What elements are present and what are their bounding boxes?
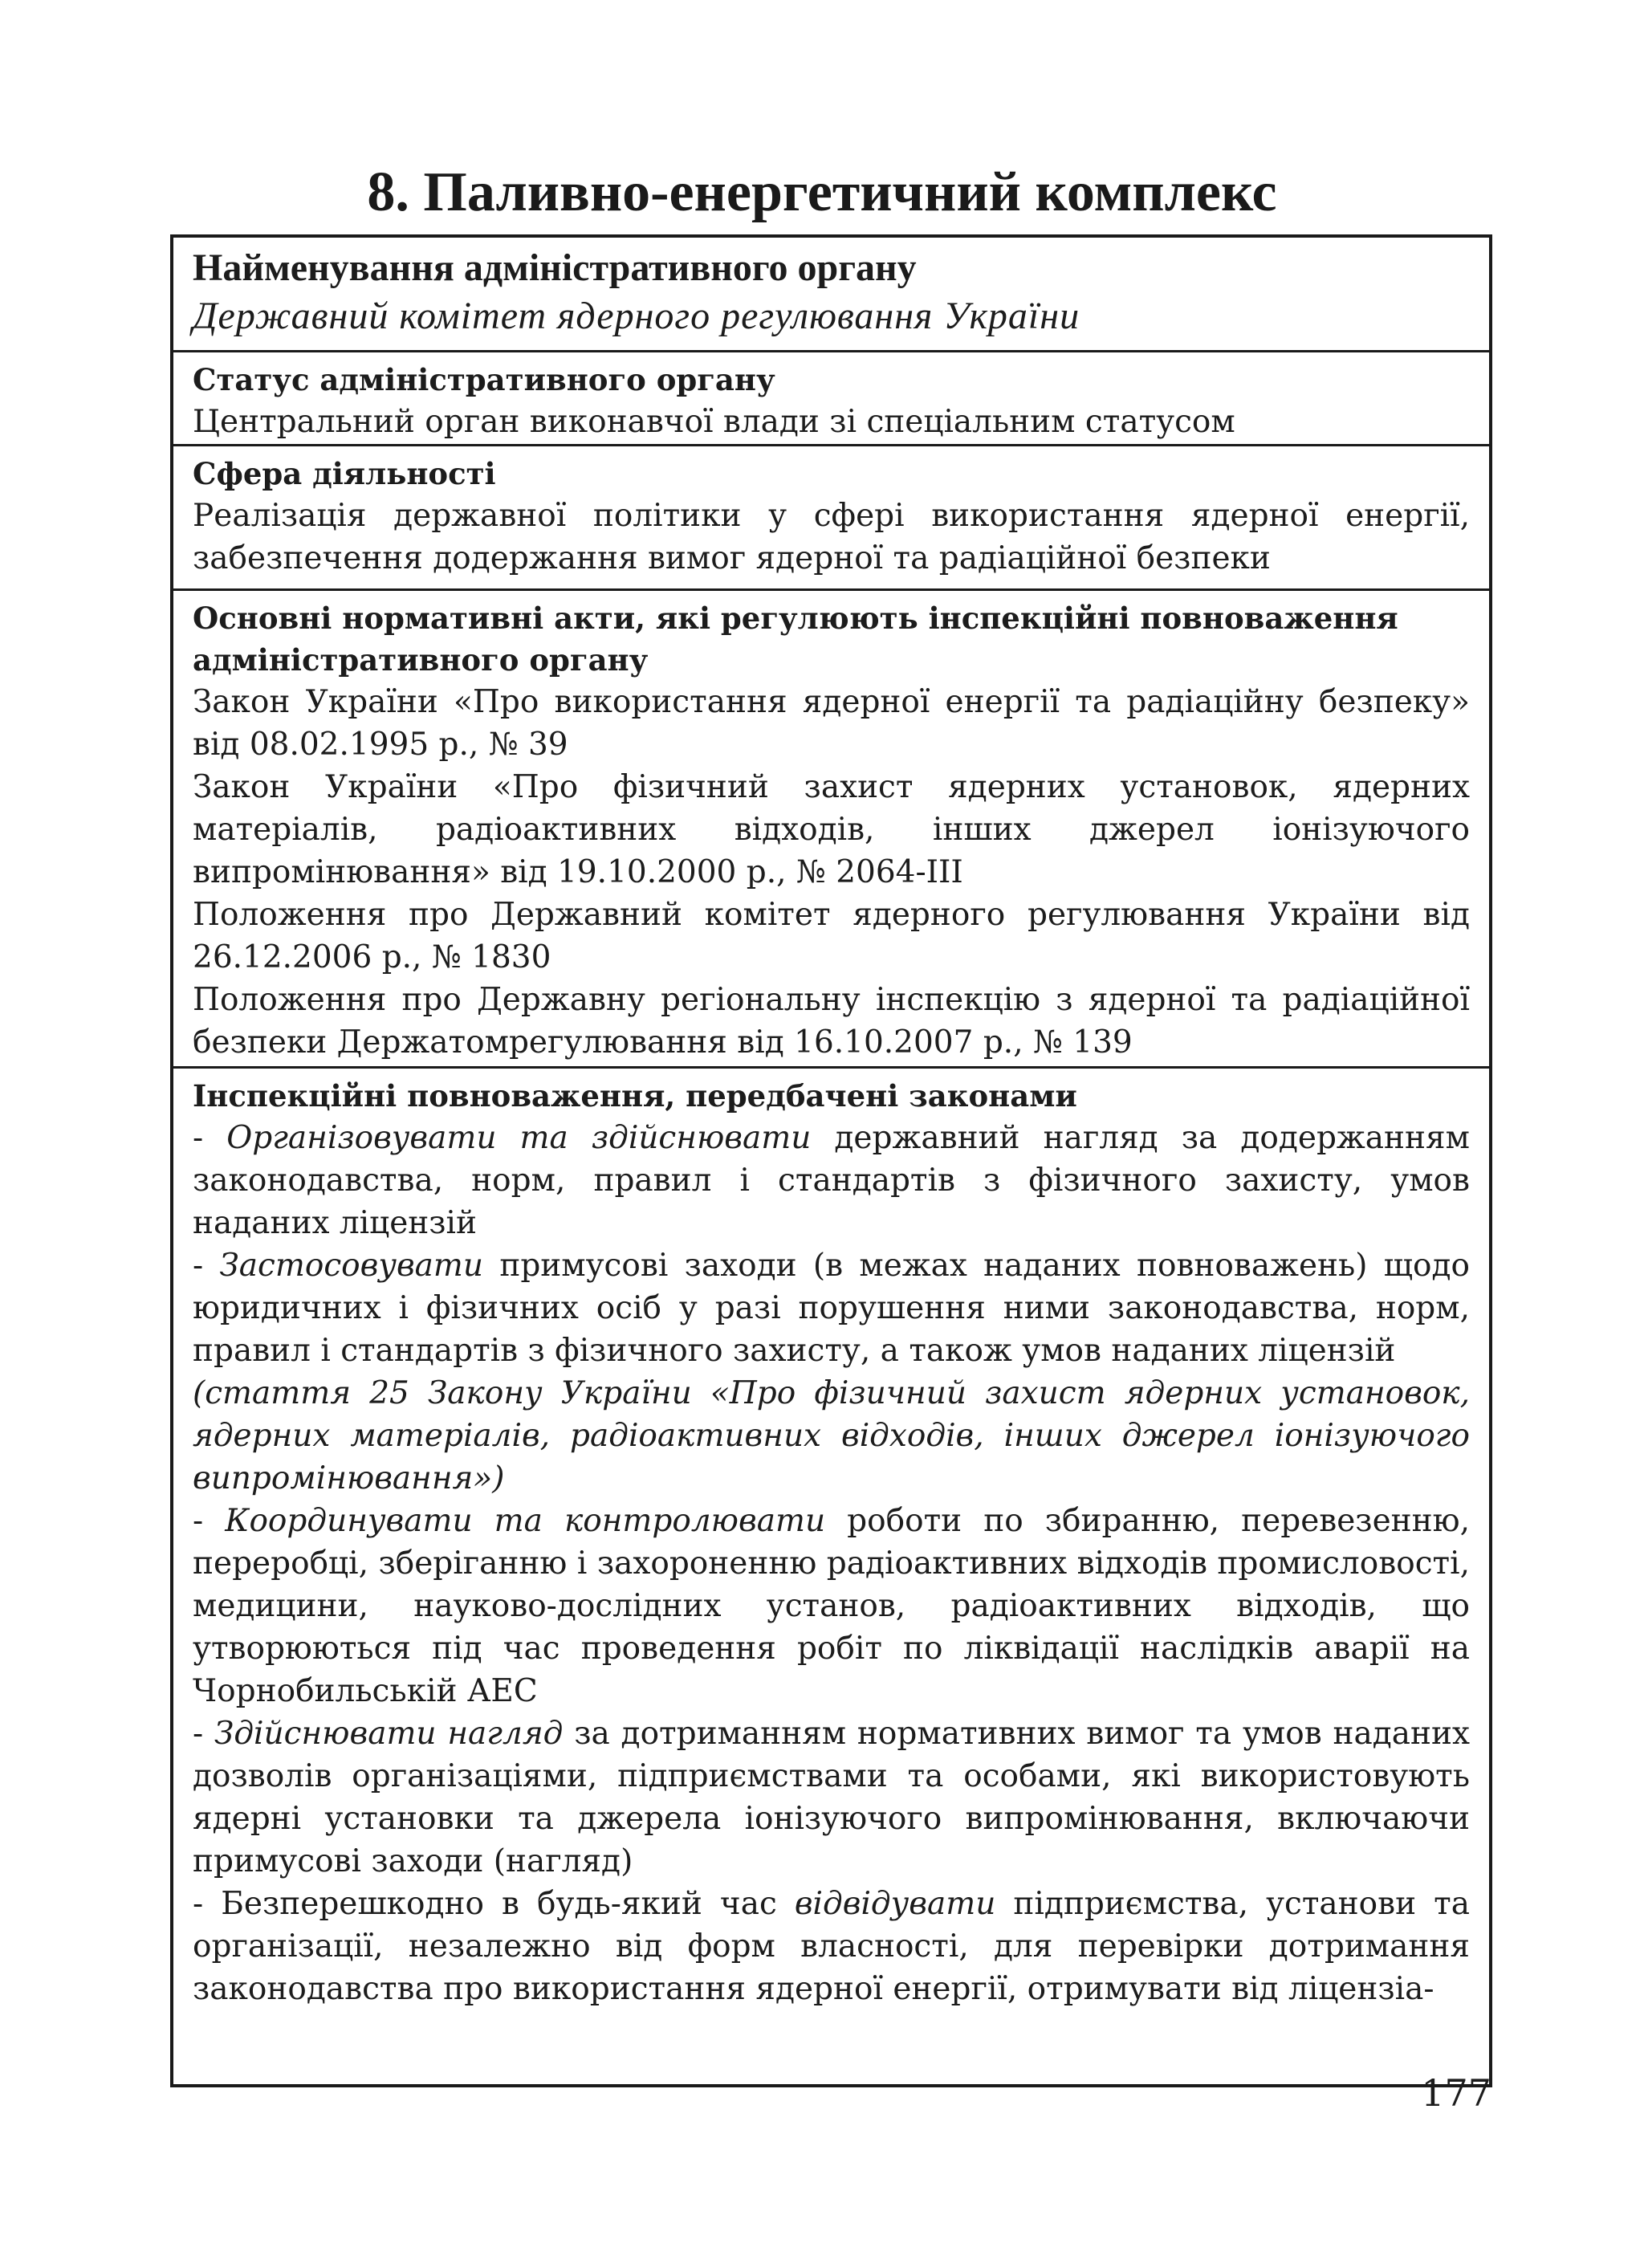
act-item: Положення про Державну регіональну інспекцію з ядерної та радіаційної безпеки Держатомрегулювання від 16.10.2007 р., № 139 [193, 982, 1470, 1061]
power-item: - Координувати та контролювати роботи по збиранню, перевезенню, переробці, зберіганню і захороненню радіоактивних відходів промисловості, медицини, науково-дослідних установ, радіоактивних відходів, що утворюються під час проведення робіт по ліквідації наслідків аварії на Чорнобильській АЕС [193, 1503, 1470, 1709]
power-item: - Застосовувати примусові заходи (в межах наданих повноважень) щодо юридичних і фізичних осіб у разі порушення ними законодавства, норм, правил і стандартів з фізичного захисту, а також умов наданих ліцензій [193, 1248, 1470, 1369]
act-item: Закон України «Про використання ядерної енергії та радіаційну безпеку» від 08.02.1995 р., № 39 [193, 684, 1470, 763]
power-item: - Організовувати та здійснювати державний нагляд за додержанням законодавства, норм, правил і стандартів з фізичного захисту, умов наданих ліцензій [193, 1120, 1470, 1241]
power-item: - Безперешкодно в будь-який час відвідувати підприємства, установи та організації, незалежно від форм власності, для перевірки дотримання законодавства про використання ядерної енергії, отримувати від ліцензіа- [193, 1886, 1470, 2007]
section-status-value: Центральний орган виконавчої влади зі спеціальним статусом [193, 404, 1235, 440]
section-status-heading: Статус адміністративного органу [193, 362, 775, 397]
section-scope-value: Реалізація державної політики у сфері використання ядерної енергії, забезпечення додержання вимог ядерної та радіаційної безпеки [193, 498, 1470, 576]
page-title: 8. Паливно-енергетичний комплекс [367, 161, 1277, 223]
section-name-heading: Найменування адміністративного органу [193, 246, 917, 289]
section-status [173, 350, 1489, 444]
power-item: - Здійснювати нагляд за дотриманням нормативних вимог та умов наданих дозволів організаціями, підприємствами та особами, які використовують ядерні установки та джерела іонізуючого випромінювання, включаючи примусові заходи (нагляд) [193, 1716, 1470, 1879]
section-name [173, 238, 1489, 350]
power-item: (стаття 25 Закону України «Про фізичний захист ядерних установок, ядерних матеріалів, радіоактивних відходів, інших джерел іонізуючого випромінювання») [193, 1375, 1470, 1496]
section-acts [173, 588, 1489, 1066]
info-table [170, 234, 1492, 2087]
section-scope [173, 444, 1489, 588]
act-item: Положення про Державний комітет ядерного регулювання України від 26.12.2006 р., № 1830 [193, 897, 1470, 975]
act-item: Закон України «Про фізичний захист ядерних установок, ядерних матеріалів, радіоактивних відходів, інших джерел іонізуючого випромінювання» від 19.10.2000 р., № 2064-III [193, 769, 1470, 890]
section-acts-heading: Основні нормативні акти, які регулюють інспекційні повноваження адміністративного органу [193, 601, 1398, 678]
section-powers-heading: Інспекційні повноваження, передбачені законами [193, 1078, 1077, 1114]
section-powers [173, 1066, 1489, 2084]
section-name-value: Державний комітет ядерного регулювання України [193, 295, 1080, 337]
page-number: 177 [1421, 2071, 1491, 2115]
section-scope-heading: Сфера діяльності [193, 456, 496, 491]
